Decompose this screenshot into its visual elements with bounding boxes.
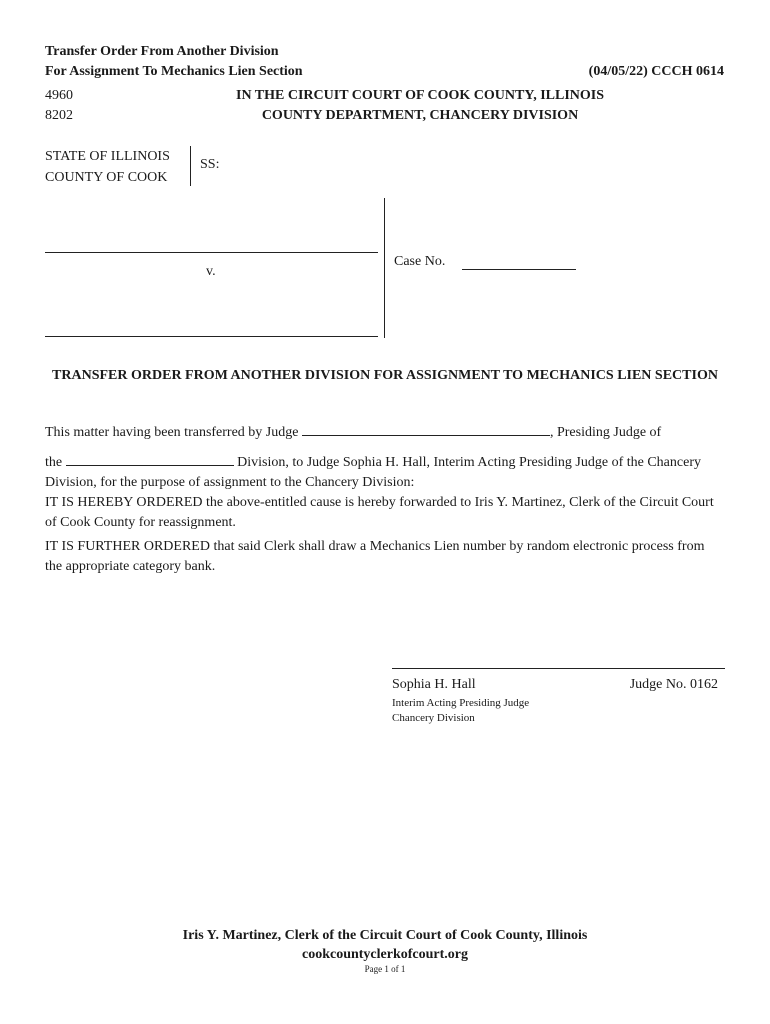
form-codes bbox=[45, 86, 73, 126]
footer-website[interactable]: cookcountyclerkofcourt.org bbox=[301, 947, 469, 962]
signature-line[interactable] bbox=[392, 668, 725, 669]
footer-clerk: Iris Y. Martinez, Clerk of the Circuit Court of Cook County, Illinois bbox=[182, 928, 588, 943]
page-number: Page 1 of 1 bbox=[364, 964, 406, 974]
paragraph-4: IT IS FURTHER ORDERED that said Clerk shall draw a Mechanics Lien number by random electronic process from the appropriate category bank. bbox=[45, 539, 705, 574]
court-division: COUNTY DEPARTMENT, CHANCERY DIVISION bbox=[261, 108, 579, 123]
form-title-line1: Transfer Order From Another Division bbox=[45, 44, 279, 59]
venue-state: STATE OF ILLINOIS bbox=[45, 149, 170, 164]
plaintiff-field[interactable] bbox=[45, 252, 378, 253]
court-name: IN THE CIRCUIT COURT OF COOK COUNTY, ILLINOIS bbox=[236, 88, 604, 103]
paragraph-2 bbox=[45, 451, 721, 493]
ss-label: SS: bbox=[200, 157, 220, 172]
case-number-field[interactable] bbox=[462, 269, 576, 270]
form-title-line2: For Assignment To Mechanics Lien Section bbox=[45, 64, 303, 79]
form-code: (04/05/22) CCCH 0614 bbox=[588, 64, 724, 79]
p1-text-b: , Presiding Judge of bbox=[549, 425, 662, 440]
venue bbox=[45, 146, 170, 188]
p1-text-a: This matter having been transferred by Judge bbox=[45, 425, 299, 440]
signer-division: Chancery Division bbox=[392, 712, 475, 724]
versus-label: v. bbox=[206, 264, 216, 279]
case-number-label: Case No. bbox=[394, 254, 446, 269]
p2-text-a: the bbox=[45, 455, 63, 470]
judge-number: Judge No. 0162 bbox=[629, 677, 718, 692]
code-2: 8202 bbox=[45, 108, 73, 123]
caption-divider bbox=[384, 198, 385, 338]
venue-county: COUNTY OF COOK bbox=[45, 170, 168, 185]
defendant-field[interactable] bbox=[45, 336, 378, 337]
paragraph-1 bbox=[45, 421, 721, 443]
division-field[interactable] bbox=[66, 451, 234, 466]
p2-text-b: Division, to Judge Sophia H. Hall, Interim Acting Presiding Judge of the Chancery Division, for the purpose of assignment to the Chancery Division: bbox=[45, 455, 701, 490]
signer-title: Interim Acting Presiding Judge bbox=[392, 697, 530, 709]
venue-bracket bbox=[190, 146, 191, 186]
document-title: TRANSFER ORDER FROM ANOTHER DIVISION FOR ASSIGNMENT TO MECHANICS LIEN SECTION bbox=[52, 368, 718, 383]
court-heading bbox=[170, 86, 670, 126]
paragraph-3: IT IS HEREBY ORDERED the above-entitled cause is hereby forwarded to Iris Y. Martinez, Clerk of the Circuit Court of Cook County for reassignment. bbox=[45, 495, 714, 530]
transferring-judge-field[interactable] bbox=[302, 421, 550, 436]
form-header bbox=[45, 42, 303, 82]
code-1: 4960 bbox=[45, 88, 73, 103]
signer-name: Sophia H. Hall bbox=[392, 677, 476, 692]
